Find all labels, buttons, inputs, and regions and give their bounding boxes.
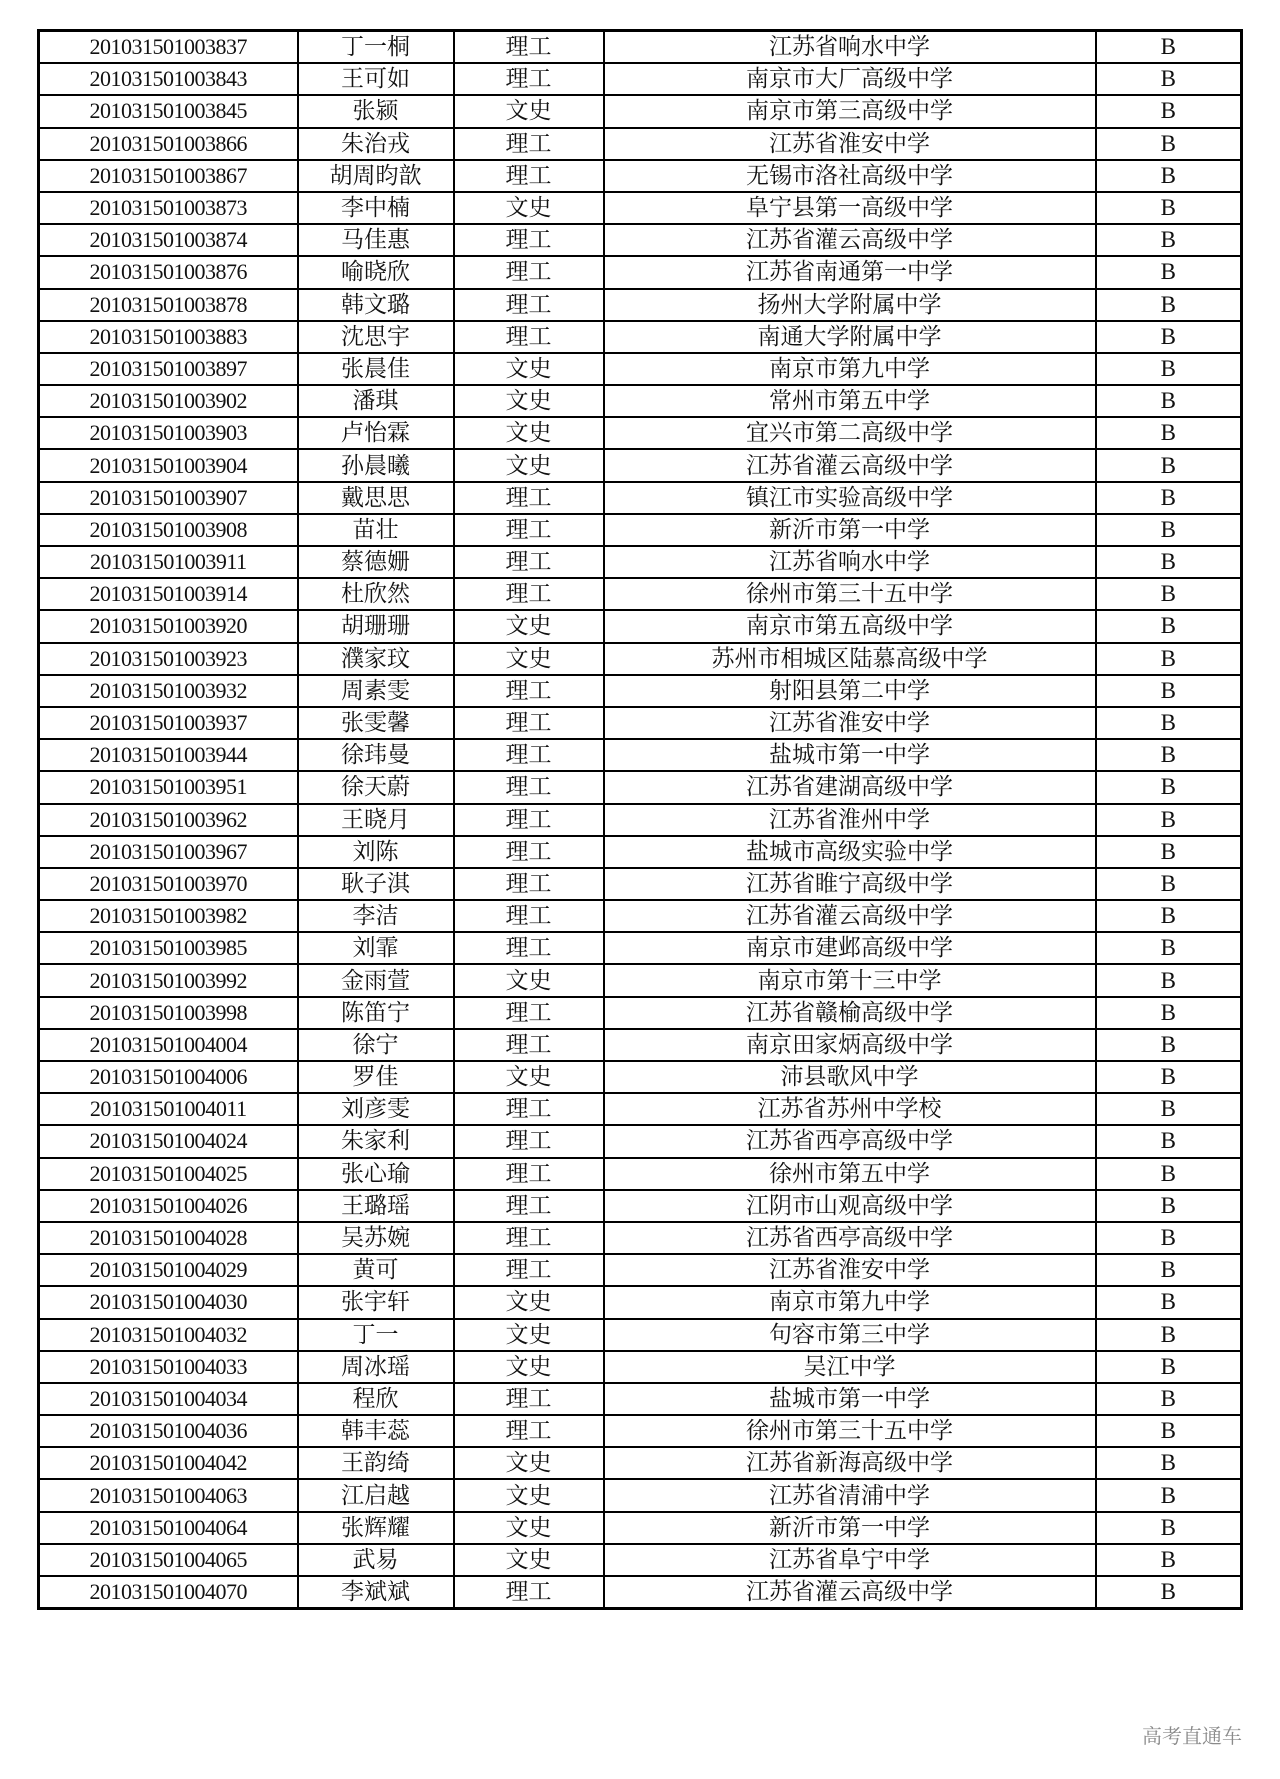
- school-cell: 新沂市第一中学: [604, 1512, 1096, 1544]
- subject-category-cell: 理工: [454, 1029, 604, 1061]
- subject-category-cell: 文史: [454, 1544, 604, 1576]
- student-name-cell: 胡周昀歆: [298, 160, 454, 192]
- subject-category-cell: 文史: [454, 1351, 604, 1383]
- student-name-cell: 李斌斌: [298, 1576, 454, 1609]
- student-id-cell: 201031501004034: [39, 1383, 298, 1415]
- grade-cell: B: [1096, 417, 1242, 449]
- grade-cell: B: [1096, 160, 1242, 192]
- school-cell: 江苏省南通第一中学: [604, 256, 1096, 288]
- student-id-cell: 201031501004024: [39, 1125, 298, 1157]
- school-cell: 江苏省新海高级中学: [604, 1447, 1096, 1479]
- student-name-cell: 周素雯: [298, 675, 454, 707]
- watermark: 高考直通车: [1142, 1724, 1242, 1748]
- table-row: [39, 1190, 1242, 1222]
- student-id-cell: 201031501004042: [39, 1447, 298, 1479]
- student-name-cell: 戴思思: [298, 482, 454, 514]
- student-name-cell: 吴苏婉: [298, 1222, 454, 1254]
- student-name-cell: 马佳惠: [298, 224, 454, 256]
- table-row: [39, 449, 1242, 481]
- student-id-cell: 201031501003904: [39, 449, 298, 481]
- student-name-cell: 罗佳: [298, 1061, 454, 1093]
- table-row: [39, 610, 1242, 642]
- school-cell: 镇江市实验高级中学: [604, 482, 1096, 514]
- school-cell: 无锡市洛社高级中学: [604, 160, 1096, 192]
- subject-category-cell: 理工: [454, 482, 604, 514]
- grade-cell: B: [1096, 1576, 1242, 1609]
- subject-category-cell: 文史: [454, 1319, 604, 1351]
- subject-category-cell: 理工: [454, 1190, 604, 1222]
- school-cell: 江苏省西亭高级中学: [604, 1222, 1096, 1254]
- grade-cell: B: [1096, 1029, 1242, 1061]
- student-id-cell: 201031501003883: [39, 321, 298, 353]
- table-row: [39, 1576, 1242, 1609]
- student-id-cell: 201031501003967: [39, 836, 298, 868]
- grade-cell: B: [1096, 707, 1242, 739]
- grade-cell: B: [1096, 128, 1242, 160]
- grade-cell: B: [1096, 546, 1242, 578]
- student-name-cell: 孙晨曦: [298, 449, 454, 481]
- table-row: [39, 739, 1242, 771]
- subject-category-cell: 理工: [454, 1125, 604, 1157]
- student-name-cell: 黄可: [298, 1254, 454, 1286]
- grade-cell: B: [1096, 1415, 1242, 1447]
- grade-cell: B: [1096, 964, 1242, 996]
- subject-category-cell: 文史: [454, 95, 604, 127]
- student-id-cell: 201031501004006: [39, 1061, 298, 1093]
- school-cell: 南京市第九中学: [604, 353, 1096, 385]
- subject-category-cell: 文史: [454, 353, 604, 385]
- table-row: [39, 289, 1242, 321]
- school-cell: 南京市大厂高级中学: [604, 63, 1096, 95]
- student-id-cell: 201031501003876: [39, 256, 298, 288]
- subject-category-cell: 理工: [454, 1093, 604, 1125]
- student-id-cell: 201031501004028: [39, 1222, 298, 1254]
- school-cell: 南京市第五高级中学: [604, 610, 1096, 642]
- subject-category-cell: 文史: [454, 1447, 604, 1479]
- table-row: [39, 353, 1242, 385]
- student-id-cell: 201031501003907: [39, 482, 298, 514]
- subject-category-cell: 理工: [454, 31, 604, 64]
- subject-category-cell: 文史: [454, 1512, 604, 1544]
- school-cell: 徐州市第三十五中学: [604, 578, 1096, 610]
- grade-cell: B: [1096, 31, 1242, 64]
- student-id-cell: 201031501003944: [39, 739, 298, 771]
- subject-category-cell: 理工: [454, 707, 604, 739]
- school-cell: 江苏省西亭高级中学: [604, 1125, 1096, 1157]
- school-cell: 南京市建邺高级中学: [604, 932, 1096, 964]
- student-name-cell: 徐宁: [298, 1029, 454, 1061]
- table-row: [39, 1319, 1242, 1351]
- student-name-cell: 程欣: [298, 1383, 454, 1415]
- student-id-cell: 201031501003985: [39, 932, 298, 964]
- subject-category-cell: 理工: [454, 739, 604, 771]
- grade-cell: B: [1096, 1447, 1242, 1479]
- student-id-cell: 201031501004026: [39, 1190, 298, 1222]
- student-id-cell: 201031501003970: [39, 868, 298, 900]
- student-id-cell: 201031501003951: [39, 771, 298, 803]
- school-cell: 新沂市第一中学: [604, 514, 1096, 546]
- student-name-cell: 陈笛宁: [298, 997, 454, 1029]
- table-row: [39, 192, 1242, 224]
- table-row: [39, 1222, 1242, 1254]
- subject-category-cell: 文史: [454, 610, 604, 642]
- grade-cell: B: [1096, 1222, 1242, 1254]
- student-name-cell: 周冰瑶: [298, 1351, 454, 1383]
- student-name-cell: 胡珊珊: [298, 610, 454, 642]
- student-id-cell: 201031501003932: [39, 675, 298, 707]
- school-cell: 南通大学附属中学: [604, 321, 1096, 353]
- subject-category-cell: 理工: [454, 128, 604, 160]
- grade-cell: B: [1096, 739, 1242, 771]
- student-id-cell: 201031501004030: [39, 1286, 298, 1318]
- school-cell: 南京市第十三中学: [604, 964, 1096, 996]
- table-row: [39, 578, 1242, 610]
- grade-cell: B: [1096, 1383, 1242, 1415]
- subject-category-cell: 文史: [454, 1286, 604, 1318]
- grade-cell: B: [1096, 95, 1242, 127]
- school-cell: 江苏省响水中学: [604, 31, 1096, 64]
- school-cell: 江苏省淮州中学: [604, 804, 1096, 836]
- school-cell: 南京田家炳高级中学: [604, 1029, 1096, 1061]
- table-body: [39, 31, 1242, 1609]
- student-id-cell: 201031501003867: [39, 160, 298, 192]
- grade-cell: B: [1096, 610, 1242, 642]
- student-id-cell: 201031501004063: [39, 1479, 298, 1511]
- school-cell: 射阳县第二中学: [604, 675, 1096, 707]
- student-name-cell: 江启越: [298, 1479, 454, 1511]
- admission-list-table: [37, 29, 1243, 1610]
- grade-cell: B: [1096, 514, 1242, 546]
- grade-cell: B: [1096, 1093, 1242, 1125]
- table-row: [39, 546, 1242, 578]
- table-row: [39, 514, 1242, 546]
- subject-category-cell: 文史: [454, 964, 604, 996]
- student-id-cell: 201031501004033: [39, 1351, 298, 1383]
- student-id-cell: 201031501003920: [39, 610, 298, 642]
- subject-category-cell: 理工: [454, 675, 604, 707]
- subject-category-cell: 理工: [454, 1254, 604, 1286]
- student-id-cell: 201031501004032: [39, 1319, 298, 1351]
- school-cell: 阜宁县第一高级中学: [604, 192, 1096, 224]
- table-row: [39, 1093, 1242, 1125]
- student-name-cell: 刘陈: [298, 836, 454, 868]
- student-name-cell: 李中楠: [298, 192, 454, 224]
- student-id-cell: 201031501004064: [39, 1512, 298, 1544]
- table-row: [39, 997, 1242, 1029]
- school-cell: 江苏省淮安中学: [604, 1254, 1096, 1286]
- school-cell: 江苏省淮安中学: [604, 128, 1096, 160]
- grade-cell: B: [1096, 289, 1242, 321]
- school-cell: 江苏省建湖高级中学: [604, 771, 1096, 803]
- student-id-cell: 201031501003992: [39, 964, 298, 996]
- student-id-cell: 201031501003962: [39, 804, 298, 836]
- subject-category-cell: 文史: [454, 192, 604, 224]
- table-row: [39, 256, 1242, 288]
- subject-category-cell: 文史: [454, 643, 604, 675]
- subject-category-cell: 文史: [454, 385, 604, 417]
- subject-category-cell: 理工: [454, 1158, 604, 1190]
- subject-category-cell: 理工: [454, 321, 604, 353]
- grade-cell: B: [1096, 1190, 1242, 1222]
- school-cell: 江苏省苏州中学校: [604, 1093, 1096, 1125]
- table-row: [39, 1479, 1242, 1511]
- student-name-cell: 蔡德姗: [298, 546, 454, 578]
- student-id-cell: 201031501003914: [39, 578, 298, 610]
- table-row: [39, 707, 1242, 739]
- student-name-cell: 张心瑜: [298, 1158, 454, 1190]
- student-id-cell: 201031501003903: [39, 417, 298, 449]
- student-name-cell: 张宇轩: [298, 1286, 454, 1318]
- student-name-cell: 刘彦雯: [298, 1093, 454, 1125]
- grade-cell: B: [1096, 1286, 1242, 1318]
- table-row: [39, 1125, 1242, 1157]
- table-row: [39, 900, 1242, 932]
- student-id-cell: 201031501003998: [39, 997, 298, 1029]
- student-id-cell: 201031501003911: [39, 546, 298, 578]
- table-row: [39, 932, 1242, 964]
- school-cell: 江苏省清浦中学: [604, 1479, 1096, 1511]
- subject-category-cell: 理工: [454, 514, 604, 546]
- grade-cell: B: [1096, 192, 1242, 224]
- subject-category-cell: 理工: [454, 1383, 604, 1415]
- table-row: [39, 643, 1242, 675]
- table-row: [39, 1351, 1242, 1383]
- grade-cell: B: [1096, 482, 1242, 514]
- school-cell: 江苏省阜宁中学: [604, 1544, 1096, 1576]
- student-id-cell: 201031501003923: [39, 643, 298, 675]
- student-id-cell: 201031501004025: [39, 1158, 298, 1190]
- subject-category-cell: 文史: [454, 1061, 604, 1093]
- school-cell: 盐城市高级实验中学: [604, 836, 1096, 868]
- subject-category-cell: 理工: [454, 868, 604, 900]
- student-name-cell: 金雨萱: [298, 964, 454, 996]
- student-name-cell: 张辉耀: [298, 1512, 454, 1544]
- school-cell: 吴江中学: [604, 1351, 1096, 1383]
- student-id-cell: 201031501003845: [39, 95, 298, 127]
- student-id-cell: 201031501003873: [39, 192, 298, 224]
- subject-category-cell: 理工: [454, 771, 604, 803]
- table-row: [39, 964, 1242, 996]
- student-name-cell: 沈思宇: [298, 321, 454, 353]
- grade-cell: B: [1096, 804, 1242, 836]
- grade-cell: B: [1096, 1479, 1242, 1511]
- student-name-cell: 朱治戎: [298, 128, 454, 160]
- school-cell: 常州市第五中学: [604, 385, 1096, 417]
- student-id-cell: 201031501003908: [39, 514, 298, 546]
- grade-cell: B: [1096, 1512, 1242, 1544]
- school-cell: 江阴市山观高级中学: [604, 1190, 1096, 1222]
- student-name-cell: 杜欣然: [298, 578, 454, 610]
- student-id-cell: 201031501003897: [39, 353, 298, 385]
- student-name-cell: 武易: [298, 1544, 454, 1576]
- subject-category-cell: 理工: [454, 160, 604, 192]
- subject-category-cell: 理工: [454, 900, 604, 932]
- table-row: [39, 95, 1242, 127]
- subject-category-cell: 理工: [454, 1415, 604, 1447]
- school-cell: 徐州市第三十五中学: [604, 1415, 1096, 1447]
- school-cell: 南京市第九中学: [604, 1286, 1096, 1318]
- grade-cell: B: [1096, 63, 1242, 95]
- school-cell: 江苏省赣榆高级中学: [604, 997, 1096, 1029]
- table-row: [39, 804, 1242, 836]
- grade-cell: B: [1096, 353, 1242, 385]
- student-id-cell: 201031501004029: [39, 1254, 298, 1286]
- table-row: [39, 1447, 1242, 1479]
- student-name-cell: 张颍: [298, 95, 454, 127]
- subject-category-cell: 理工: [454, 256, 604, 288]
- school-cell: 盐城市第一中学: [604, 739, 1096, 771]
- student-id-cell: 201031501003982: [39, 900, 298, 932]
- student-name-cell: 王可如: [298, 63, 454, 95]
- school-cell: 扬州大学附属中学: [604, 289, 1096, 321]
- table-row: [39, 482, 1242, 514]
- student-name-cell: 刘霏: [298, 932, 454, 964]
- student-id-cell: 201031501003902: [39, 385, 298, 417]
- grade-cell: B: [1096, 932, 1242, 964]
- subject-category-cell: 理工: [454, 289, 604, 321]
- student-name-cell: 苗壮: [298, 514, 454, 546]
- school-cell: 南京市第三高级中学: [604, 95, 1096, 127]
- school-cell: 江苏省灌云高级中学: [604, 900, 1096, 932]
- subject-category-cell: 理工: [454, 224, 604, 256]
- student-name-cell: 濮家玟: [298, 643, 454, 675]
- grade-cell: B: [1096, 771, 1242, 803]
- school-cell: 盐城市第一中学: [604, 1383, 1096, 1415]
- subject-category-cell: 理工: [454, 1576, 604, 1609]
- table-row: [39, 1512, 1242, 1544]
- student-name-cell: 韩丰蕊: [298, 1415, 454, 1447]
- school-cell: 江苏省灌云高级中学: [604, 224, 1096, 256]
- school-cell: 江苏省响水中学: [604, 546, 1096, 578]
- student-id-cell: 201031501004070: [39, 1576, 298, 1609]
- subject-category-cell: 文史: [454, 417, 604, 449]
- school-cell: 江苏省灌云高级中学: [604, 449, 1096, 481]
- subject-category-cell: 理工: [454, 578, 604, 610]
- student-name-cell: 朱家利: [298, 1125, 454, 1157]
- table-row: [39, 31, 1242, 64]
- student-name-cell: 徐天蔚: [298, 771, 454, 803]
- table-row: [39, 1029, 1242, 1061]
- student-name-cell: 耿子淇: [298, 868, 454, 900]
- table-row: [39, 675, 1242, 707]
- subject-category-cell: 文史: [454, 449, 604, 481]
- table-row: [39, 836, 1242, 868]
- school-cell: 沛县歌风中学: [604, 1061, 1096, 1093]
- grade-cell: B: [1096, 868, 1242, 900]
- table-row: [39, 1286, 1242, 1318]
- student-name-cell: 徐玮曼: [298, 739, 454, 771]
- grade-cell: B: [1096, 675, 1242, 707]
- student-name-cell: 王韵绮: [298, 1447, 454, 1479]
- student-name-cell: 王璐瑶: [298, 1190, 454, 1222]
- table-row: [39, 1254, 1242, 1286]
- student-name-cell: 王晓月: [298, 804, 454, 836]
- table-row: [39, 1061, 1242, 1093]
- student-name-cell: 李洁: [298, 900, 454, 932]
- student-id-cell: 201031501003874: [39, 224, 298, 256]
- table-row: [39, 1415, 1242, 1447]
- student-name-cell: 丁一桐: [298, 31, 454, 64]
- grade-cell: B: [1096, 256, 1242, 288]
- student-id-cell: 201031501004011: [39, 1093, 298, 1125]
- school-cell: 宜兴市第二高级中学: [604, 417, 1096, 449]
- table-row: [39, 63, 1242, 95]
- table-row: [39, 1383, 1242, 1415]
- grade-cell: B: [1096, 1158, 1242, 1190]
- school-cell: 徐州市第五中学: [604, 1158, 1096, 1190]
- table-row: [39, 1158, 1242, 1190]
- grade-cell: B: [1096, 1544, 1242, 1576]
- grade-cell: B: [1096, 578, 1242, 610]
- table-row: [39, 417, 1242, 449]
- table-row: [39, 771, 1242, 803]
- school-cell: 苏州市相城区陆慕高级中学: [604, 643, 1096, 675]
- table-row: [39, 160, 1242, 192]
- student-id-cell: 201031501003837: [39, 31, 298, 64]
- table-row: [39, 385, 1242, 417]
- student-id-cell: 201031501004036: [39, 1415, 298, 1447]
- grade-cell: B: [1096, 997, 1242, 1029]
- grade-cell: B: [1096, 1319, 1242, 1351]
- table-row: [39, 128, 1242, 160]
- student-name-cell: 张雯馨: [298, 707, 454, 739]
- student-id-cell: 201031501003843: [39, 63, 298, 95]
- grade-cell: B: [1096, 224, 1242, 256]
- student-name-cell: 韩文璐: [298, 289, 454, 321]
- grade-cell: B: [1096, 1351, 1242, 1383]
- grade-cell: B: [1096, 449, 1242, 481]
- student-id-cell: 201031501004065: [39, 1544, 298, 1576]
- grade-cell: B: [1096, 643, 1242, 675]
- table-row: [39, 868, 1242, 900]
- student-id-cell: 201031501003937: [39, 707, 298, 739]
- school-cell: 江苏省淮安中学: [604, 707, 1096, 739]
- subject-category-cell: 理工: [454, 932, 604, 964]
- subject-category-cell: 理工: [454, 836, 604, 868]
- student-id-cell: 201031501003866: [39, 128, 298, 160]
- subject-category-cell: 理工: [454, 1222, 604, 1254]
- student-name-cell: 张晨佳: [298, 353, 454, 385]
- table-row: [39, 224, 1242, 256]
- grade-cell: B: [1096, 836, 1242, 868]
- subject-category-cell: 理工: [454, 63, 604, 95]
- grade-cell: B: [1096, 321, 1242, 353]
- grade-cell: B: [1096, 900, 1242, 932]
- school-cell: 江苏省灌云高级中学: [604, 1576, 1096, 1609]
- school-cell: 句容市第三中学: [604, 1319, 1096, 1351]
- student-name-cell: 潘琪: [298, 385, 454, 417]
- student-id-cell: 201031501004004: [39, 1029, 298, 1061]
- subject-category-cell: 理工: [454, 546, 604, 578]
- grade-cell: B: [1096, 385, 1242, 417]
- school-cell: 江苏省睢宁高级中学: [604, 868, 1096, 900]
- student-name-cell: 卢怡霖: [298, 417, 454, 449]
- subject-category-cell: 理工: [454, 804, 604, 836]
- subject-category-cell: 文史: [454, 1479, 604, 1511]
- student-id-cell: 201031501003878: [39, 289, 298, 321]
- subject-category-cell: 理工: [454, 997, 604, 1029]
- grade-cell: B: [1096, 1254, 1242, 1286]
- student-name-cell: 丁一: [298, 1319, 454, 1351]
- table-row: [39, 321, 1242, 353]
- student-name-cell: 喻晓欣: [298, 256, 454, 288]
- table-row: [39, 1544, 1242, 1576]
- grade-cell: B: [1096, 1125, 1242, 1157]
- grade-cell: B: [1096, 1061, 1242, 1093]
